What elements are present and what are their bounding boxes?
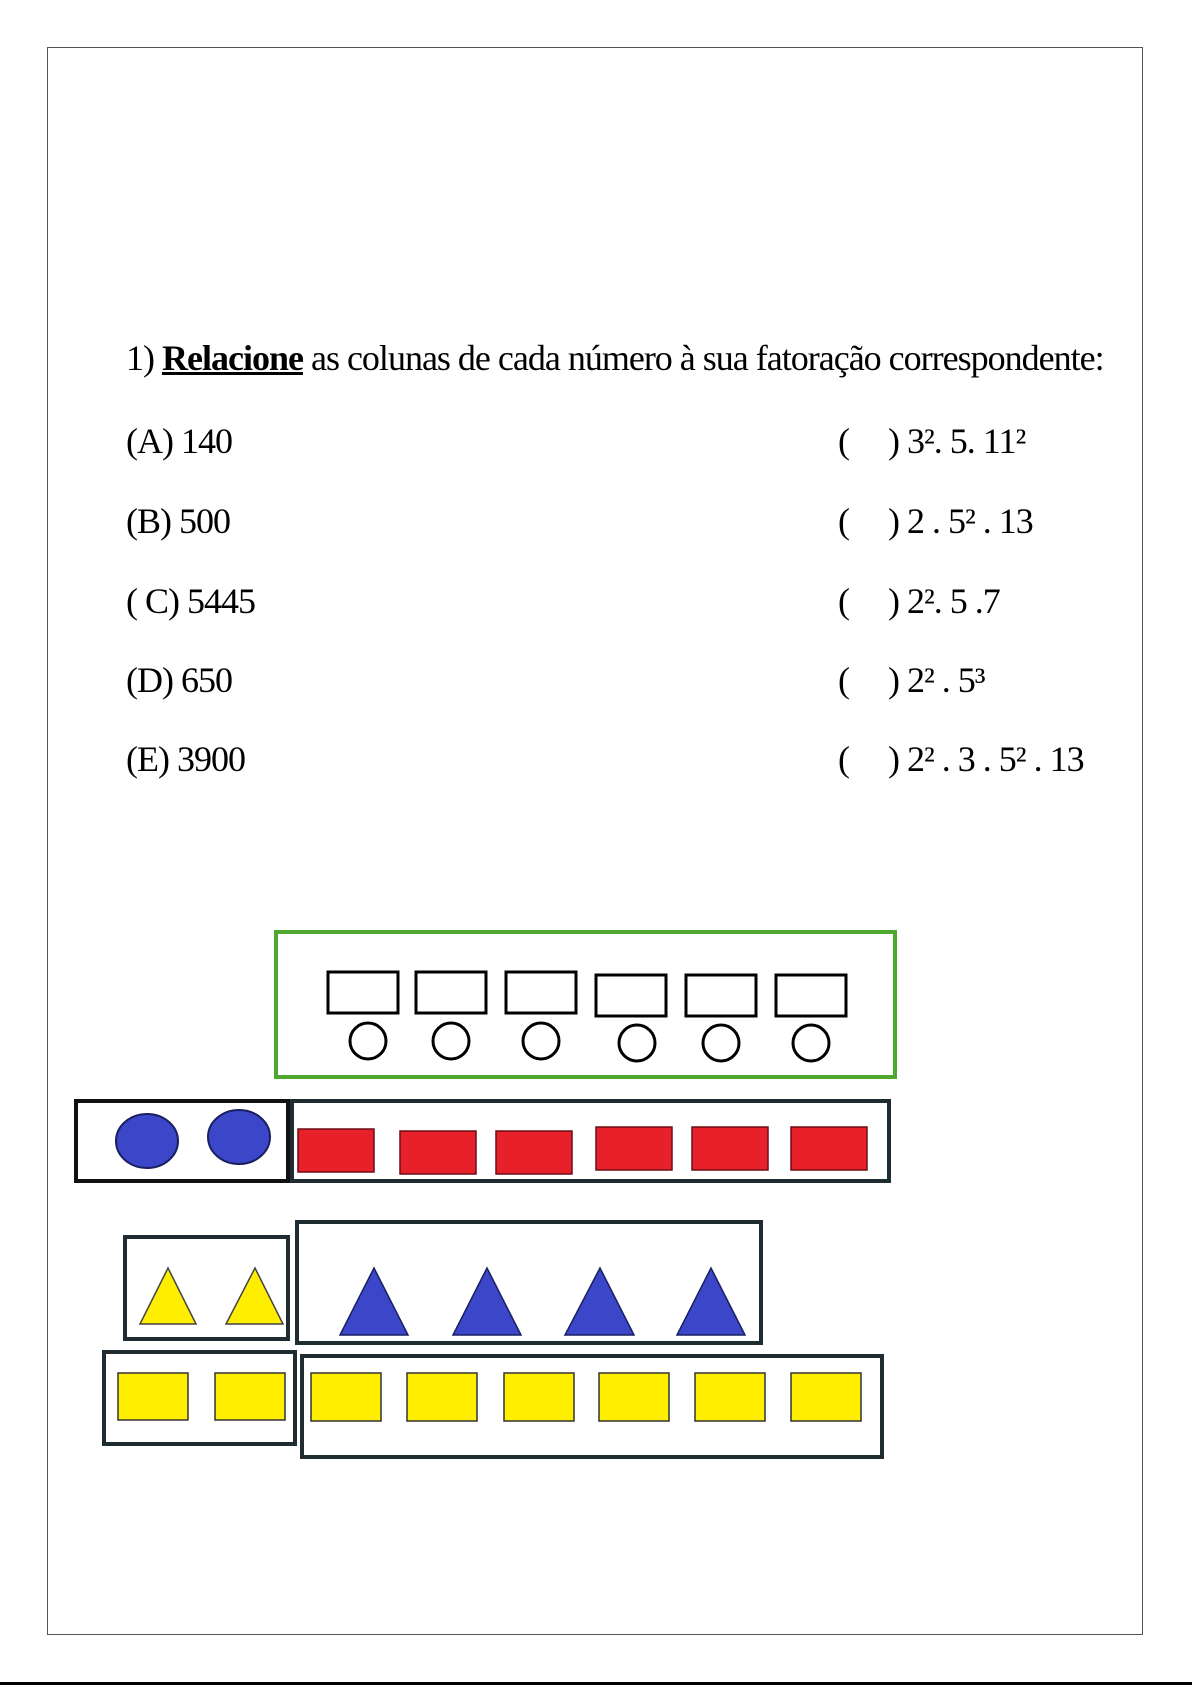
outline-rectangle bbox=[776, 975, 846, 1016]
red-rectangle bbox=[596, 1127, 672, 1170]
factorization-expression: ) 2² . 3 . 5² . 13 bbox=[888, 739, 1084, 779]
outline-rectangle bbox=[596, 975, 666, 1016]
yellow-triangle bbox=[140, 1268, 196, 1324]
factorization-expression: ) 3². 5. 11² bbox=[888, 421, 1026, 461]
yellow-rectangle bbox=[215, 1373, 285, 1420]
outline-circle bbox=[793, 1025, 829, 1061]
yellow-rectangles bbox=[311, 1373, 861, 1421]
red-rectangles bbox=[298, 1127, 867, 1174]
red-rectangle bbox=[298, 1129, 374, 1172]
option-d: (D) 650 bbox=[126, 660, 232, 700]
factorization-expression: ) 2 . 5² . 13 bbox=[888, 501, 1033, 541]
yellow-rectangle bbox=[311, 1373, 381, 1421]
outline-rectangle bbox=[328, 972, 398, 1013]
yellow-rectangle bbox=[407, 1373, 477, 1421]
blue-oval bbox=[208, 1110, 270, 1164]
outline-circles bbox=[350, 1023, 829, 1061]
answer-paren: ( bbox=[838, 660, 849, 700]
answer-paren: ( bbox=[838, 501, 849, 541]
blue-triangle bbox=[565, 1268, 634, 1335]
answer-paren: ( bbox=[838, 739, 849, 779]
factorization-expression: ) 2² . 5³ bbox=[888, 660, 985, 700]
yellow-rectangle bbox=[504, 1373, 574, 1421]
outline-rectangles bbox=[328, 972, 846, 1016]
answer-paren: ( bbox=[838, 421, 849, 461]
blue-triangle bbox=[677, 1268, 745, 1335]
yellow-rectangle bbox=[599, 1373, 669, 1421]
outline-circle bbox=[523, 1023, 559, 1059]
red-rectangle bbox=[791, 1127, 867, 1170]
yellow-triangle bbox=[226, 1268, 283, 1324]
option-e: (E) 3900 bbox=[126, 739, 245, 779]
yellow-rectangle bbox=[791, 1373, 861, 1421]
red-rectangle bbox=[400, 1131, 476, 1174]
question-instruction: as colunas de cada número à sua fatoração correspondente: bbox=[302, 338, 1104, 378]
outline-circle bbox=[703, 1025, 739, 1061]
answer-paren: ( bbox=[838, 581, 849, 621]
yellow-rectangle bbox=[695, 1373, 765, 1421]
outline-circle bbox=[350, 1023, 386, 1059]
red-rectangle bbox=[496, 1131, 572, 1174]
yellow-rectangle bbox=[118, 1373, 188, 1420]
factorization-expression: ) 2². 5 .7 bbox=[888, 581, 1000, 621]
outline-circle bbox=[433, 1023, 469, 1059]
blue-triangle bbox=[453, 1268, 521, 1335]
question-number: 1) bbox=[126, 338, 154, 378]
option-c: ( C) 5445 bbox=[126, 581, 255, 621]
option-b: (B) 500 bbox=[126, 501, 230, 541]
question-keyword: Relacione bbox=[162, 338, 303, 378]
outline-rectangle bbox=[416, 972, 486, 1013]
outline-circle bbox=[619, 1025, 655, 1061]
blue-triangle bbox=[340, 1268, 408, 1335]
outline-rectangle bbox=[506, 972, 576, 1013]
red-rectangle bbox=[692, 1127, 768, 1170]
blue-oval bbox=[116, 1114, 178, 1168]
option-a: (A) 140 bbox=[126, 421, 232, 461]
outline-rectangle bbox=[686, 975, 756, 1016]
